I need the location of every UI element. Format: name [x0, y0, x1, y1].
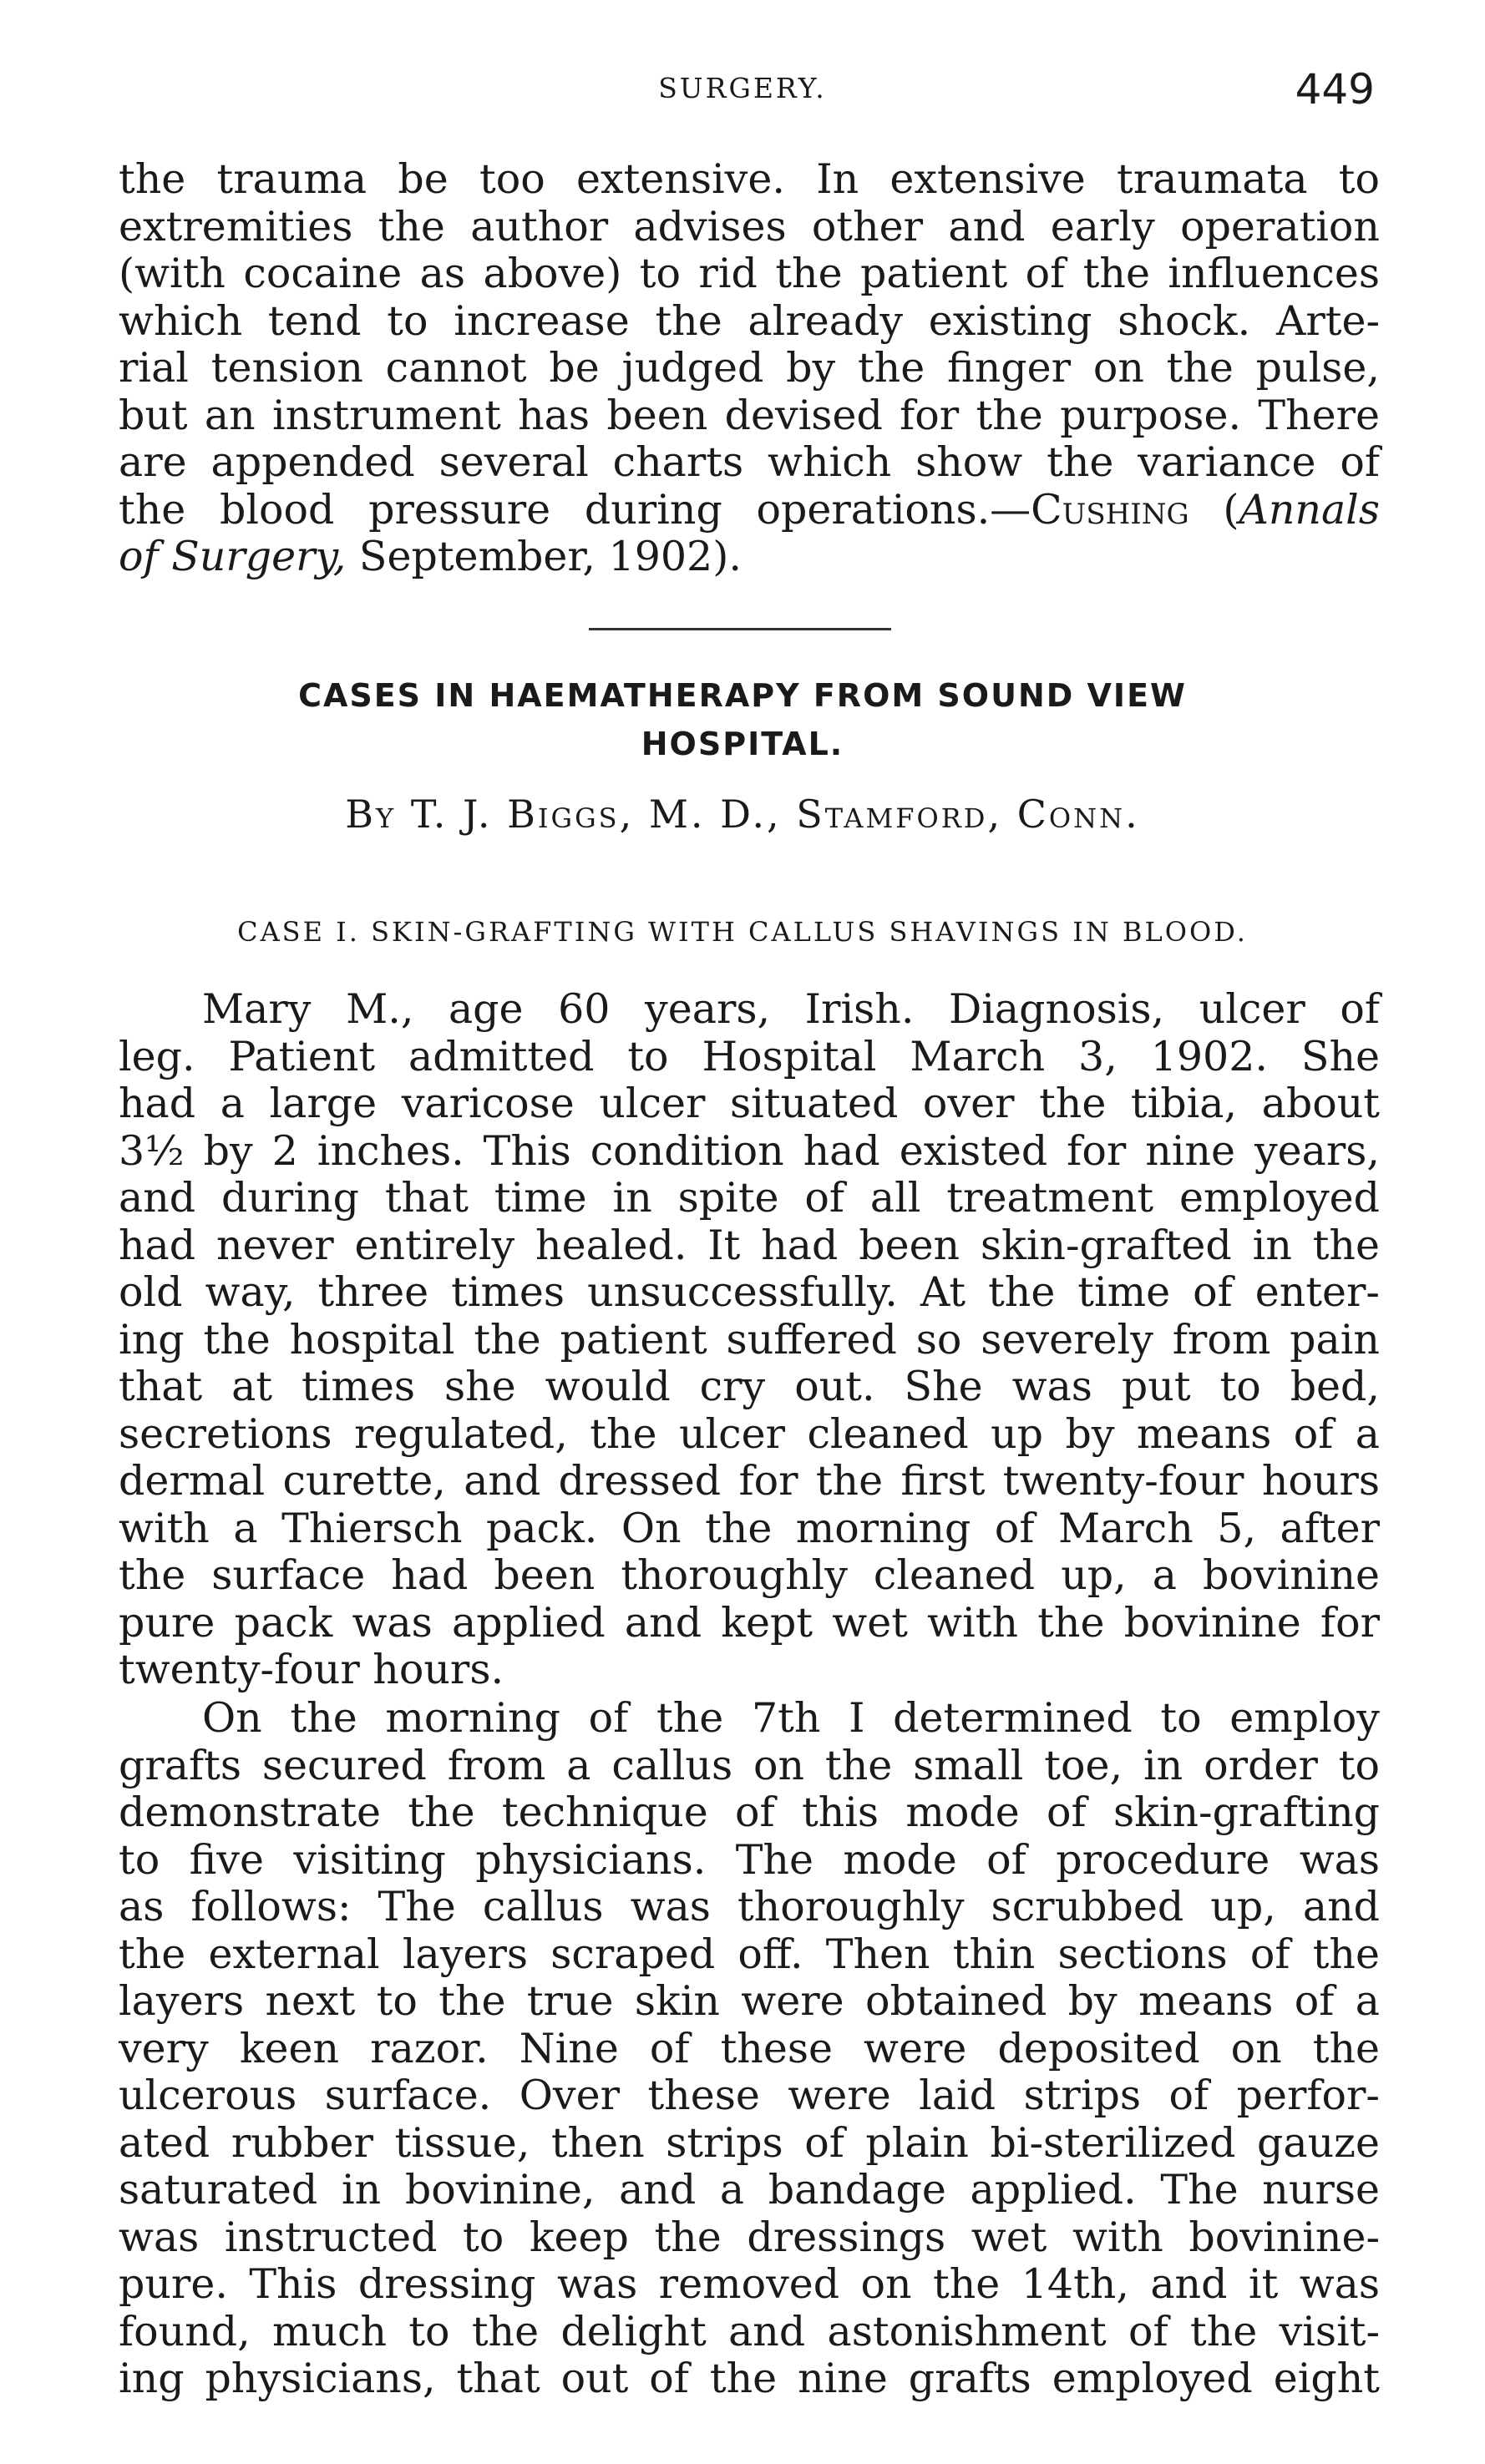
- text-line: demonstrate the technique of this mode of skin-grafting: [119, 1789, 1380, 1836]
- text-line: was instructed to keep the dressings wet with bovinine-: [119, 2213, 1380, 2261]
- text-line: leg. Patient admitted to Hospital March 3, 1902. She: [119, 1032, 1380, 1080]
- citation-line: [119, 534, 1380, 581]
- text-line: the external layers scraped off. Then thin sections of the: [119, 1930, 1380, 1978]
- text-line: ing the hospital the patient suffered so severely from pain: [119, 1315, 1380, 1364]
- text-line: the blood pressure during operations.—: [119, 485, 1031, 534]
- text-line: with a Thiersch pack. On the morning of March 5, after: [119, 1504, 1380, 1552]
- text-line: layers next to the true skin were obtained by means of a: [119, 1977, 1380, 2025]
- text-line: old way, three times unsuccessfully. At the time of enter-: [119, 1268, 1380, 1316]
- text-line: secretions regulated, the ulcer cleaned up by means of a: [119, 1409, 1380, 1458]
- citation-open-paren: (: [1223, 485, 1239, 534]
- text-line: had never entirely healed. It had been skin-grafted in the: [119, 1221, 1380, 1269]
- article-title: CASES IN HAEMATHERAPY FROM SOUND VIEW: [298, 677, 1187, 714]
- citation-date: September, 1902).: [346, 533, 742, 580]
- text-line: pure. This dressing was removed on the 14th, and it was: [119, 2260, 1380, 2308]
- text-line: found, much to the delight and astonishment of the visit-: [119, 2307, 1380, 2355]
- page-number: 449: [1295, 65, 1375, 114]
- section-divider: [589, 628, 891, 630]
- text-line: as follows: The callus was thoroughly scrubbed up, and: [119, 1883, 1380, 1930]
- text-line: and during that time in spite of all treatment employed: [119, 1174, 1380, 1222]
- text-line: rial tension cannot be judged by the finger on the pulse,: [119, 344, 1380, 392]
- text-line: which tend to increase the already existing shock. Arte-: [119, 296, 1380, 345]
- citation-journal-cont: of Surgery,: [119, 533, 347, 580]
- text-line: ated rubber tissue, then strips of plain bi-sterilized gauze: [119, 2118, 1380, 2167]
- text-line: are appended several charts which show the variance of: [119, 438, 1380, 486]
- text-line: ing physicians, that out of the nine grafts employed eight: [119, 2355, 1380, 2402]
- text-line: had a large varicose ulcer situated over the tibia, about: [119, 1080, 1380, 1127]
- running-head: [0, 65, 1485, 115]
- text-line-with-citation: [119, 487, 1380, 534]
- text-line: to five visiting physicians. The mode of procedure was: [119, 1835, 1380, 1884]
- article-title-cont: HOSPITAL.: [641, 726, 844, 762]
- citation-author: Cushing: [1031, 485, 1189, 534]
- continuation-paragraph: [119, 156, 1380, 581]
- text-line: dermal curette, and dressed for the first twenty-four hours: [119, 1457, 1380, 1505]
- byline-author: T. J. Biggs, M. D., Stamford, Conn.: [410, 792, 1140, 837]
- text-line: pure pack was applied and kept wet with the bovinine for: [119, 1598, 1380, 1647]
- case-paragraph-1: [119, 986, 1380, 1694]
- text-line: the trauma be too extensive. In extensive traumata to: [119, 155, 1380, 203]
- text-line: (with cocaine as above) to rid the patient of the influences: [119, 250, 1380, 297]
- text-line: that at times she would cry out. She was put to bed,: [119, 1363, 1380, 1410]
- text-line: twenty-four hours.: [119, 1646, 504, 1693]
- text-line: but an instrument has been devised for the purpose. There: [119, 391, 1380, 439]
- text-line: On the morning of the 7th I determined to employ: [202, 1694, 1380, 1742]
- citation-journal: Annals: [1239, 485, 1380, 534]
- text-line: grafts secured from a callus on the small toe, in order to: [119, 1741, 1380, 1789]
- text-line: extremities the author advises other and early operation: [119, 202, 1380, 250]
- byline-prefix: By: [345, 792, 411, 837]
- case-paragraph-2: [119, 1695, 1380, 2403]
- running-title: SURGERY.: [658, 72, 827, 104]
- case-heading: CASE I. SKIN-GRAFTING WITH CALLUS SHAVINGS IN BLOOD.: [237, 916, 1248, 948]
- text-line: Mary M., age 60 years, Irish. Diagnosis, ulcer of: [202, 985, 1380, 1033]
- text-line: the surface had been thoroughly cleaned up, a bovinine: [119, 1551, 1380, 1599]
- text-line: ulcerous surface. Over these were laid strips of perfor-: [119, 2072, 1380, 2119]
- text-line: 3½ by 2 inches. This condition had existed for nine years,: [119, 1126, 1380, 1175]
- article-byline: [0, 792, 1485, 837]
- text-line: saturated in bovinine, and a bandage applied. The nurse: [119, 2166, 1380, 2214]
- text-line: very keen razor. Nine of these were deposited on the: [119, 2024, 1380, 2072]
